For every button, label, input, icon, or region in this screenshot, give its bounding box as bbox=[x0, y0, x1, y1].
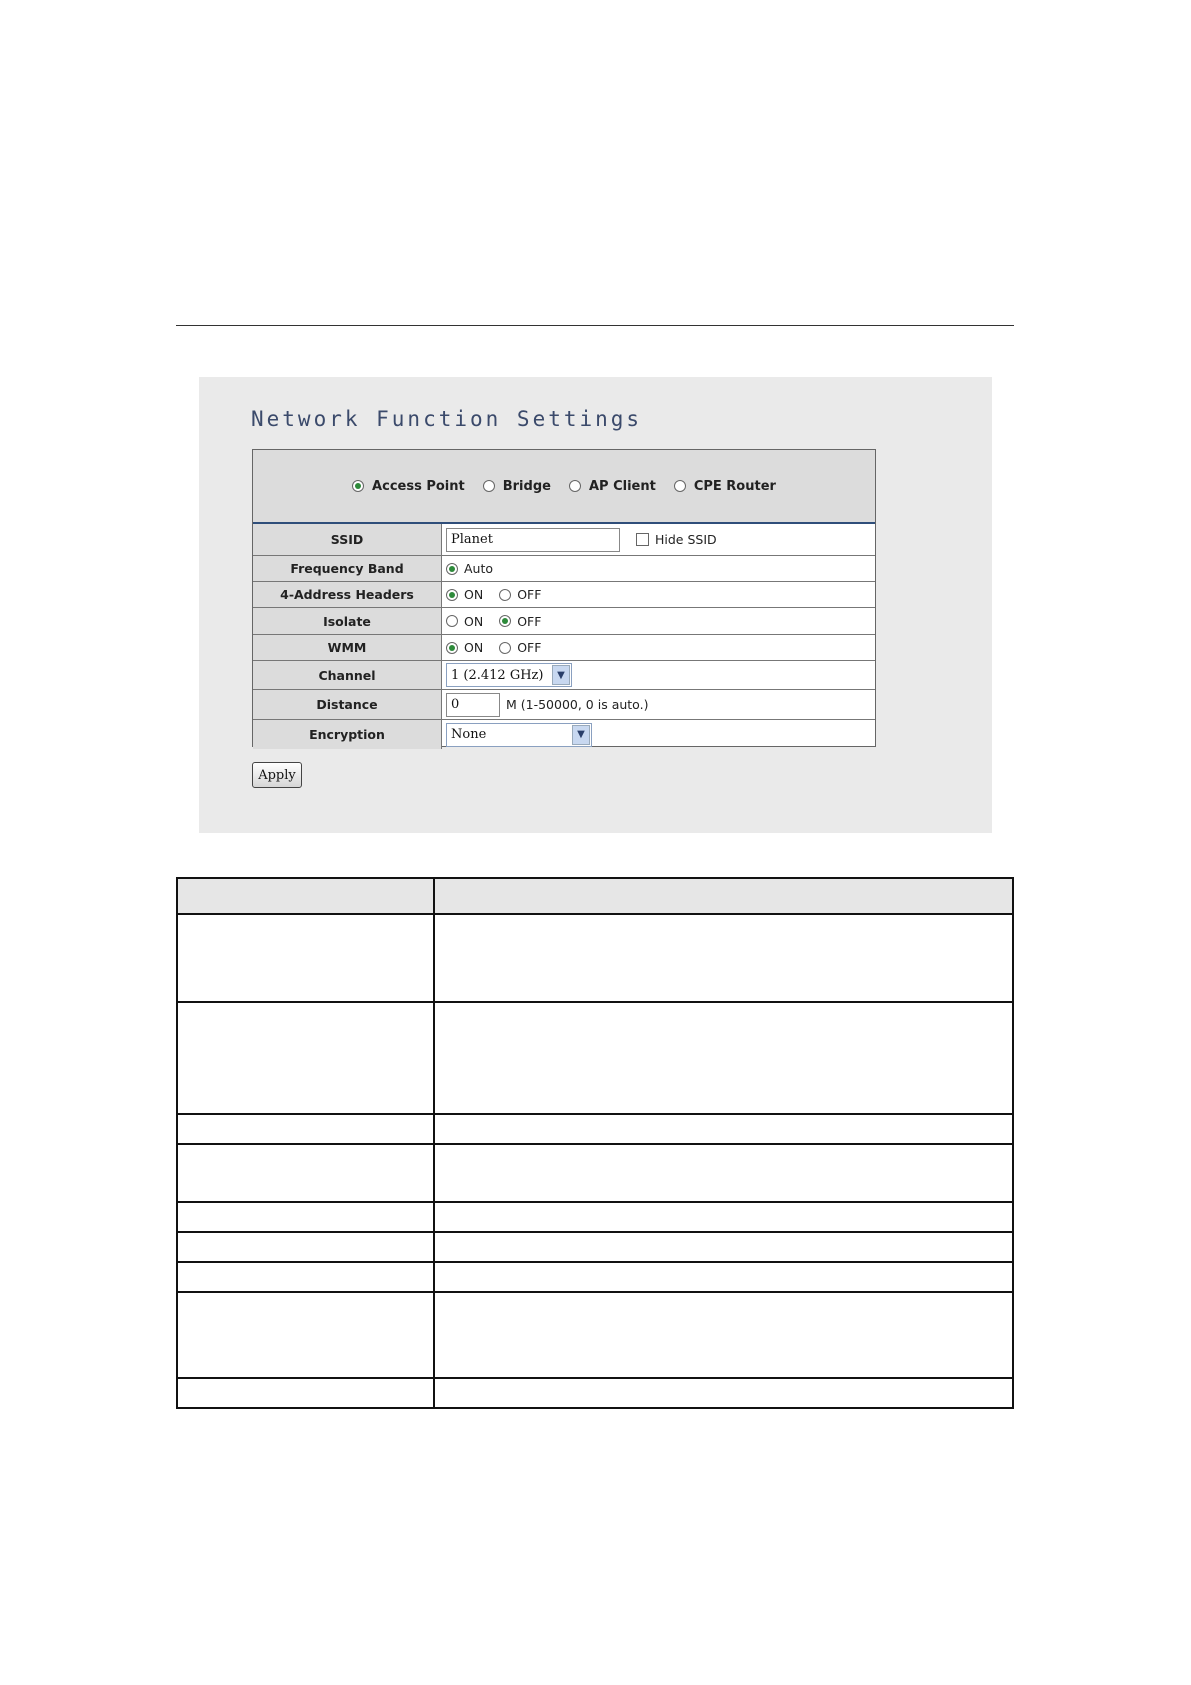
radio-four-address-on[interactable] bbox=[446, 589, 458, 601]
off-label: OFF bbox=[517, 613, 542, 629]
radio-access-point[interactable] bbox=[352, 480, 364, 492]
mode-selector bbox=[253, 450, 875, 524]
table-header-row bbox=[177, 878, 1013, 914]
channel-value: 1 (2.412 GHz) bbox=[451, 667, 544, 683]
distance-input[interactable] bbox=[446, 693, 500, 717]
row-isolate bbox=[253, 608, 875, 635]
ssid-input[interactable] bbox=[446, 528, 620, 552]
row-encryption bbox=[253, 720, 875, 749]
hide-ssid-label: Hide SSID bbox=[655, 532, 717, 547]
page-title: Network Function Settings bbox=[251, 407, 643, 431]
row-frequency-band bbox=[253, 556, 875, 582]
on-label: ON bbox=[464, 587, 484, 602]
on-label: ON bbox=[464, 613, 484, 629]
ssid-label: SSID bbox=[253, 524, 442, 555]
mode-label: AP Client bbox=[588, 478, 656, 494]
chevron-down-icon[interactable]: ▼ bbox=[552, 665, 570, 685]
channel-label: Channel bbox=[253, 661, 442, 689]
table-row bbox=[177, 1202, 1013, 1232]
mode-bridge[interactable] bbox=[483, 479, 551, 494]
mode-label: Access Point bbox=[372, 478, 465, 494]
row-channel bbox=[253, 661, 875, 690]
hide-ssid-checkbox[interactable] bbox=[636, 533, 649, 546]
frequency-auto-label: Auto bbox=[464, 561, 494, 576]
radio-bridge[interactable] bbox=[483, 480, 495, 492]
off-label: OFF bbox=[517, 587, 542, 602]
isolate-label: Isolate bbox=[253, 608, 442, 634]
four-address-off-option[interactable] bbox=[499, 587, 541, 602]
radio-wmm-off[interactable] bbox=[499, 642, 511, 654]
apply-button[interactable]: Apply bbox=[252, 762, 302, 788]
page-divider bbox=[176, 325, 1014, 326]
mode-access-point[interactable] bbox=[352, 479, 465, 494]
table-row bbox=[177, 1232, 1013, 1262]
mode-label: CPE Router bbox=[693, 478, 776, 494]
row-ssid bbox=[253, 524, 875, 556]
four-address-on-option[interactable] bbox=[446, 587, 483, 602]
wmm-label: WMM bbox=[253, 635, 442, 660]
distance-label: Distance bbox=[253, 690, 442, 719]
frequency-auto-option[interactable] bbox=[446, 561, 493, 576]
description-table bbox=[176, 877, 1014, 1409]
network-function-form bbox=[252, 449, 876, 747]
mode-label: Bridge bbox=[502, 478, 551, 494]
encryption-select[interactable] bbox=[446, 723, 592, 747]
isolate-on-option[interactable] bbox=[446, 614, 483, 629]
table-row bbox=[177, 1378, 1013, 1408]
four-address-label: 4-Address Headers bbox=[253, 582, 442, 607]
table-row bbox=[177, 1002, 1013, 1114]
wmm-on-option[interactable] bbox=[446, 640, 483, 655]
radio-isolate-off[interactable] bbox=[499, 615, 511, 627]
mode-ap-client[interactable] bbox=[569, 479, 656, 494]
table-row bbox=[177, 1262, 1013, 1292]
radio-cpe-router[interactable] bbox=[674, 480, 686, 492]
radio-four-address-off[interactable] bbox=[499, 589, 511, 601]
radio-wmm-on[interactable] bbox=[446, 642, 458, 654]
row-distance bbox=[253, 690, 875, 720]
row-4-address-headers bbox=[253, 582, 875, 608]
table-row bbox=[177, 1292, 1013, 1378]
table-row bbox=[177, 1114, 1013, 1144]
radio-ap-client[interactable] bbox=[569, 480, 581, 492]
radio-frequency-auto[interactable] bbox=[446, 563, 458, 575]
wmm-off-option[interactable] bbox=[499, 640, 541, 655]
frequency-band-label: Frequency Band bbox=[253, 556, 442, 581]
row-wmm bbox=[253, 635, 875, 661]
encryption-label: Encryption bbox=[253, 720, 442, 749]
channel-select[interactable] bbox=[446, 663, 572, 687]
distance-hint: M (1-50000, 0 is auto.) bbox=[506, 697, 649, 712]
on-label: ON bbox=[464, 640, 484, 655]
encryption-value: None bbox=[451, 727, 487, 742]
table-row bbox=[177, 1144, 1013, 1202]
isolate-off-option[interactable] bbox=[499, 614, 541, 629]
table-row bbox=[177, 914, 1013, 1002]
radio-isolate-on[interactable] bbox=[446, 615, 458, 627]
off-label: OFF bbox=[517, 640, 542, 655]
mode-cpe-router[interactable] bbox=[674, 479, 776, 494]
settings-screenshot bbox=[199, 377, 992, 833]
chevron-down-icon[interactable]: ▼ bbox=[572, 725, 590, 745]
